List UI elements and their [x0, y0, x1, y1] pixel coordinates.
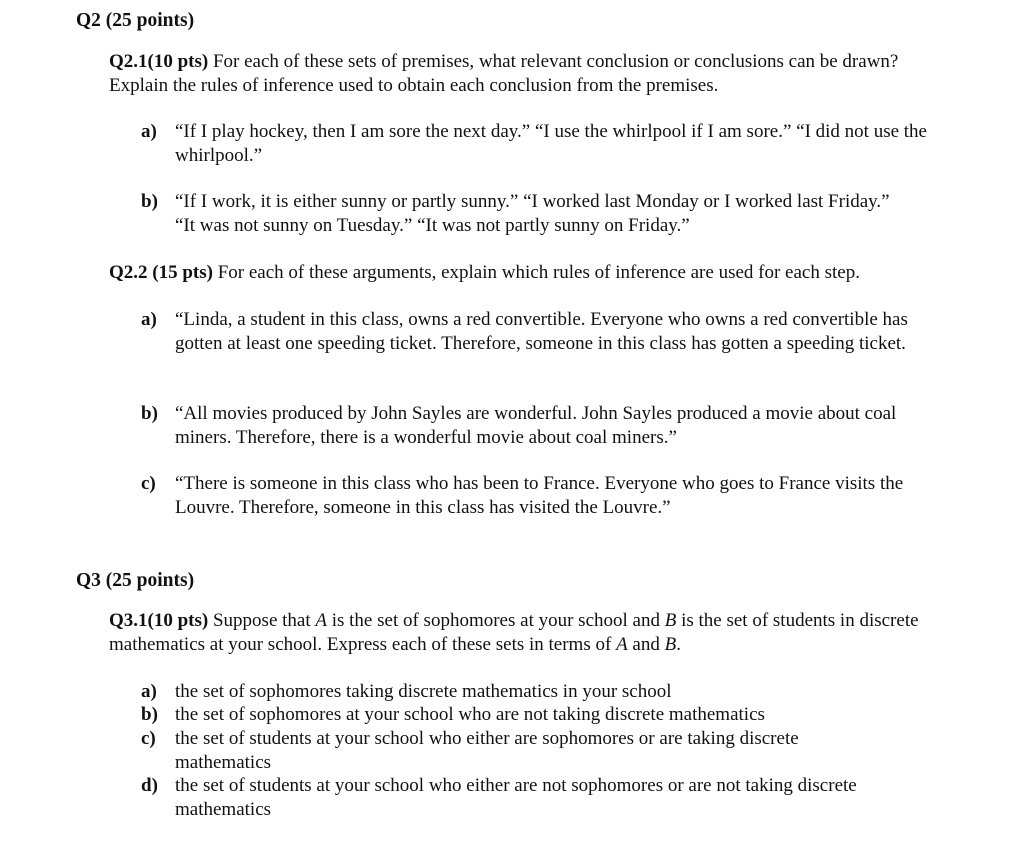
item-text: the set of sophomores at your school who are not taking discrete mathematics — [175, 704, 765, 725]
item-text: the set of sophomores taking discrete mathematics in your school — [175, 681, 672, 702]
set-b-variable: B — [664, 610, 677, 631]
q2-2-item-c — [141, 472, 941, 520]
q2-1-prompt — [109, 50, 909, 98]
item-label: a) — [141, 681, 157, 702]
q2-2-prompt — [109, 261, 969, 285]
q3-1-item-b — [141, 703, 921, 727]
q3-heading: Q3 (25 points) — [76, 570, 195, 591]
set-a-variable: A — [315, 610, 327, 631]
q2-1-item-a — [141, 120, 941, 168]
set-b-variable: B — [664, 634, 677, 655]
q2-2-item-b — [141, 402, 931, 450]
item-label: d) — [141, 775, 158, 796]
item-label: a) — [141, 121, 157, 142]
q3-1-item-a — [141, 680, 921, 704]
item-text: “Linda, a student in this class, owns a red convertible. Everyone who owns a red convertible has gotten at least one speeding ticket. Therefore, someone in this class has gotten a speeding ticket. — [175, 309, 908, 354]
q2-heading: Q2 (25 points) — [76, 10, 195, 31]
q2-1-label: Q2.1(10 pts) — [109, 51, 209, 72]
q2-2-text: For each of these arguments, explain which rules of inference are used for each step. — [217, 262, 860, 283]
item-text: “There is someone in this class who has been to France. Everyone who goes to France visits the Louvre. Therefore, someone in this class has visited the Louvre.” — [175, 473, 904, 518]
item-text: “All movies produced by John Sayles are wonderful. John Sayles produced a movie about coal miners. Therefore, there is a wonderful movie about coal miners.” — [175, 403, 897, 448]
q3-1-item-c — [141, 727, 881, 775]
q3-1-text-3: is the set of students in discrete mathematics at your school. Express each of these sets in terms of — [109, 610, 919, 655]
item-label: b) — [141, 191, 158, 212]
q2-1-text: For each of these sets of premises, what relevant conclusion or conclusions can be drawn? Explain the rules of inference used to obtain each conclusion from the premises. — [109, 51, 899, 96]
q3-1-text-2: is the set of sophomores at your school and — [331, 610, 660, 631]
q3-1-text-4: and — [632, 634, 660, 655]
q3-1-item-d — [141, 774, 921, 822]
q3-1-text-1: Suppose that — [212, 610, 311, 631]
item-label: a) — [141, 309, 157, 330]
item-label: c) — [141, 473, 156, 494]
item-text: “If I work, it is either sunny or partly sunny.” “I worked last Monday or I worked last Friday.” “It was not sunny on Tuesday.” “It was not partly sunny on Friday.” — [175, 191, 890, 236]
item-text: “If I play hockey, then I am sore the next day.” “I use the whirlpool if I am sore.” “I did not use the whirlpool.” — [175, 121, 927, 166]
set-a-variable: A — [616, 634, 628, 655]
q2-1-item-b — [141, 190, 911, 238]
item-text: the set of students at your school who either are sophomores or are taking discrete mathematics — [175, 728, 799, 773]
q3-1-label: Q3.1(10 pts) — [109, 610, 209, 631]
item-label: b) — [141, 704, 158, 725]
q2-2-item-a — [141, 308, 951, 356]
item-label: b) — [141, 403, 158, 424]
q3-1-prompt — [109, 609, 924, 657]
item-label: c) — [141, 728, 156, 749]
item-text: the set of students at your school who either are not sophomores or are not taking discrete mathematics — [175, 775, 857, 820]
q2-2-label: Q2.2 (15 pts) — [109, 262, 213, 283]
q3-1-text-5: . — [676, 634, 681, 655]
